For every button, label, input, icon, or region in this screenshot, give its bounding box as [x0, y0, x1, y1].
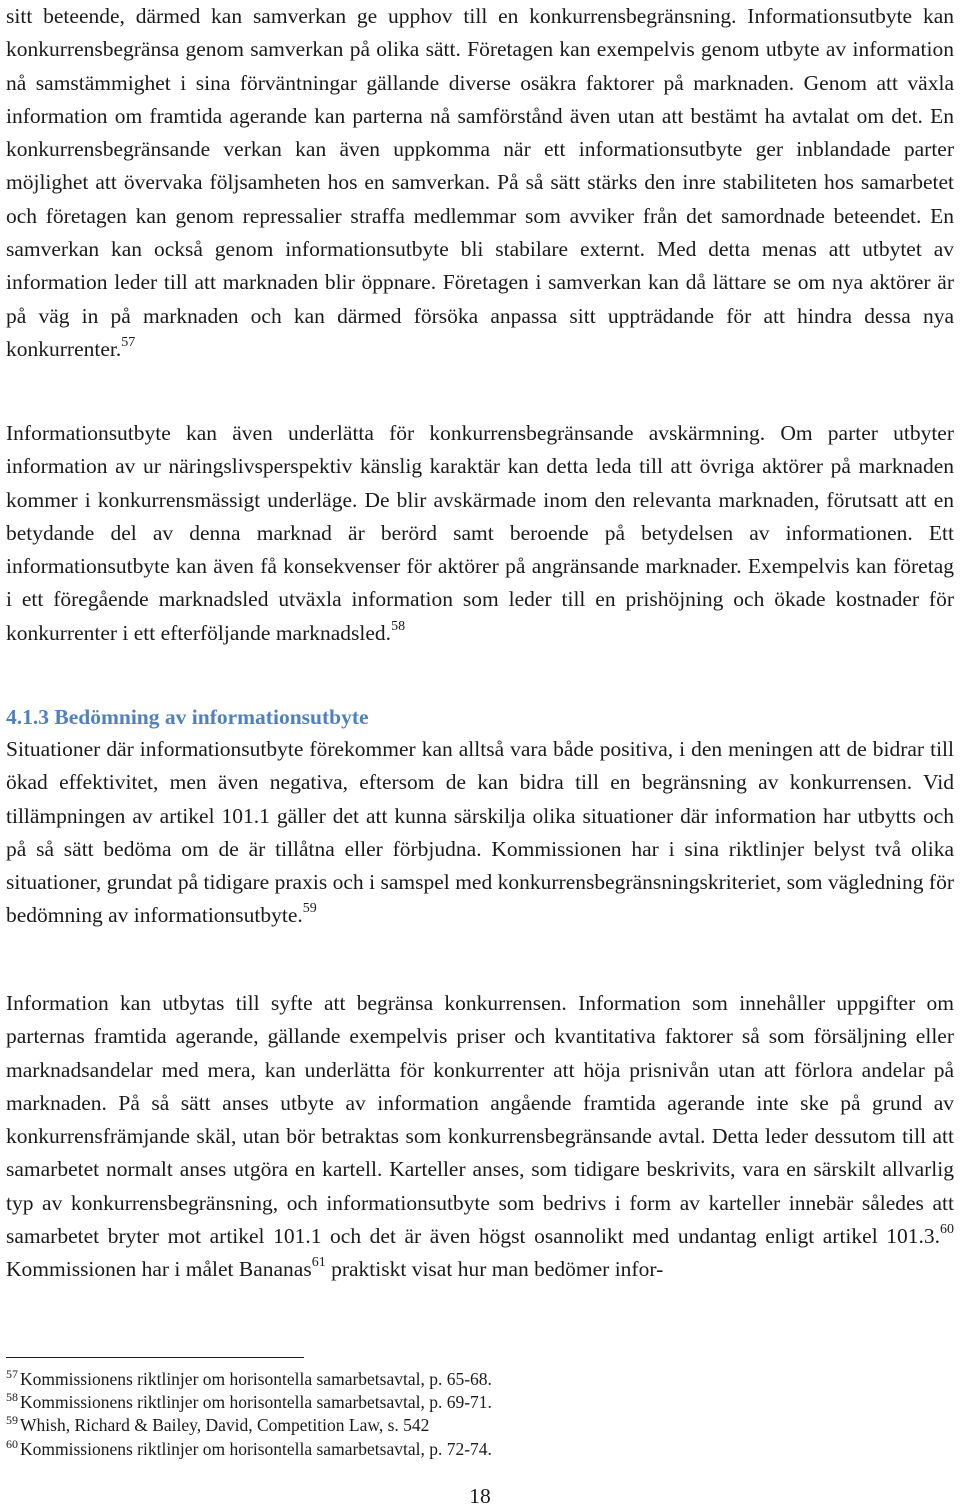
footnote-item: [6, 1414, 954, 1437]
page-number: 18: [469, 1484, 491, 1508]
section-heading: 4.1.3 Bedömning av informationsutbyte: [6, 705, 369, 729]
footnote-number: 58: [6, 1390, 18, 1405]
footnote-number: 59: [6, 1413, 18, 1428]
footnote-item: [6, 1438, 954, 1461]
footnote-reference-57[interactable]: 57: [121, 334, 136, 350]
paragraph-text: Situationer där informationsutbyte förekommer kan alltså vara både positiva, i den meningen att de bidrar till ökad effektivitet, men även negativa, eftersom de kan bidra till en begränsning av konkurrensen. Vid tillämpningen av artikel 101.1 gäller det att kunna särskilja olika situationer där information har utbytts och på så sätt bedöma om de är tillåtna eller förbjudna. Kommissionen har i sina riktlinjer belyst två olika situationer, grundat på tidigare praxis och i samspel med konkurrensbegränsningskriteriet, som vägledning för bedömning av informationsutbyte.: [6, 737, 954, 928]
footnote-reference-60[interactable]: 60: [940, 1222, 954, 1238]
body-paragraph-2: [6, 417, 954, 650]
paragraph-text: sitt beteende, därmed kan samverkan ge upphov till en konkurrensbegränsning. Informationsutbyte kan konkurrensbegränsa genom samverkan på olika sätt. Företagen kan exempelvis genom utbyte av information nå samstämmighet i sina förväntningar gällande diverse osäkra faktorer på marknaden. Genom att växla information om framtida agerande kan parterna nå samförstånd även utan att bestämt ha avtalat om det. En konkurrensbegränsande verkan kan även uppkomma när ett informationsutbyte ger inblandade parter möjlighet att övervaka följsamheten hos en samverkan. På så sätt stärks den inre stabiliteten hos samarbetet och företagen kan genom repressalier straffa medlemmar som avviker från det samordnade beteendet. En samverkan kan också genom informationsutbyte bli stabilare externt. Med detta menas att utbytet av information leder till att marknaden blir öppnare. Företagen i samverkan kan då lättare se om nya aktörer är på väg in på marknaden och kan därmed försöka anpassa sitt uppträdande för att hindra dessa nya konkurrenter.: [6, 4, 954, 361]
footnote-text: Kommissionens riktlinjer om horisontella samarbetsavtal, p. 69-71.: [20, 1392, 492, 1413]
footnote-number: 57: [6, 1367, 18, 1381]
body-paragraph-3: [6, 733, 954, 933]
body-paragraph-1: [6, 0, 954, 366]
footnote-list: [6, 1368, 954, 1461]
paragraph-text: Informationsutbyte kan även underlätta för konkurrensbegränsande avskärmning. Om parter utbyter information av ur näringslivsperspektiv känslig karaktär kan detta leda till att övriga aktörer på marknaden kommer i konkurrensmässigt underläge. De blir avskärmade inom den relevanta marknaden, förutsatt att en betydande del av denna marknad är berörd samt beroende på betydelsen av informationen. Ett informationsutbyte kan även få konsekvenser för aktörer på angränsande marknader. Exempelvis kan företag i ett föregående marknadsled utväxla information som leder till en prishöjning och ökade kostnader för konkurrenter i ett efterföljande marknadsled.: [6, 421, 954, 645]
footnote-separator: [6, 1357, 304, 1358]
footnote-reference-59[interactable]: 59: [302, 901, 317, 917]
paragraph-text-a: Information kan utbytas till syfte att begränsa konkurrensen. Information som innehåller uppgifter om parternas framtida agerande, gällande exempelvis priser och kvantitativa faktorer så som försäljning eller marknadsandelar med mera, kan underlätta för konkurrenter att höja prisnivån utan att förlora andelar på marknaden. På så sätt anses utbyte av information angående framtida agerande inte ske på grund av konkurrensfrämjande skäl, utan bör betraktas som konkurrensbegränsande avtal. Detta leder dessutom till att samarbetet normalt anses utgöra en kartell. Karteller anses, som tidigare beskrivits, vara en särskilt allvarlig typ av konkurrensbegränsning, och informationsutbyte som bedrivs i form av karteller innebär således att samarbetet bryter mot artikel 101.1 och det är även högst osannolikt med undantag enligt artikel 101.3.: [6, 991, 954, 1249]
footnote-item: [6, 1391, 954, 1414]
footnote-item: [6, 1368, 954, 1391]
footnote-reference-61[interactable]: 61: [311, 1255, 326, 1271]
footnote-text: Whish, Richard & Bailey, David, Competition Law, s. 542: [20, 1415, 430, 1436]
paragraph-text-c: praktiskt visat hur man bedömer infor-: [325, 1257, 664, 1282]
footnote-text: Kommissionens riktlinjer om horisontella samarbetsavtal, p. 72-74.: [20, 1438, 492, 1459]
body-paragraph-4: [6, 987, 954, 1287]
footnote-text: Kommissionens riktlinjer om horisontella samarbetsavtal, p. 65-68.: [20, 1369, 492, 1389]
paragraph-text-b: Kommissionen har i målet Bananas: [6, 1257, 312, 1282]
footnote-number: 60: [6, 1436, 18, 1451]
footnote-reference-58[interactable]: 58: [391, 618, 406, 634]
